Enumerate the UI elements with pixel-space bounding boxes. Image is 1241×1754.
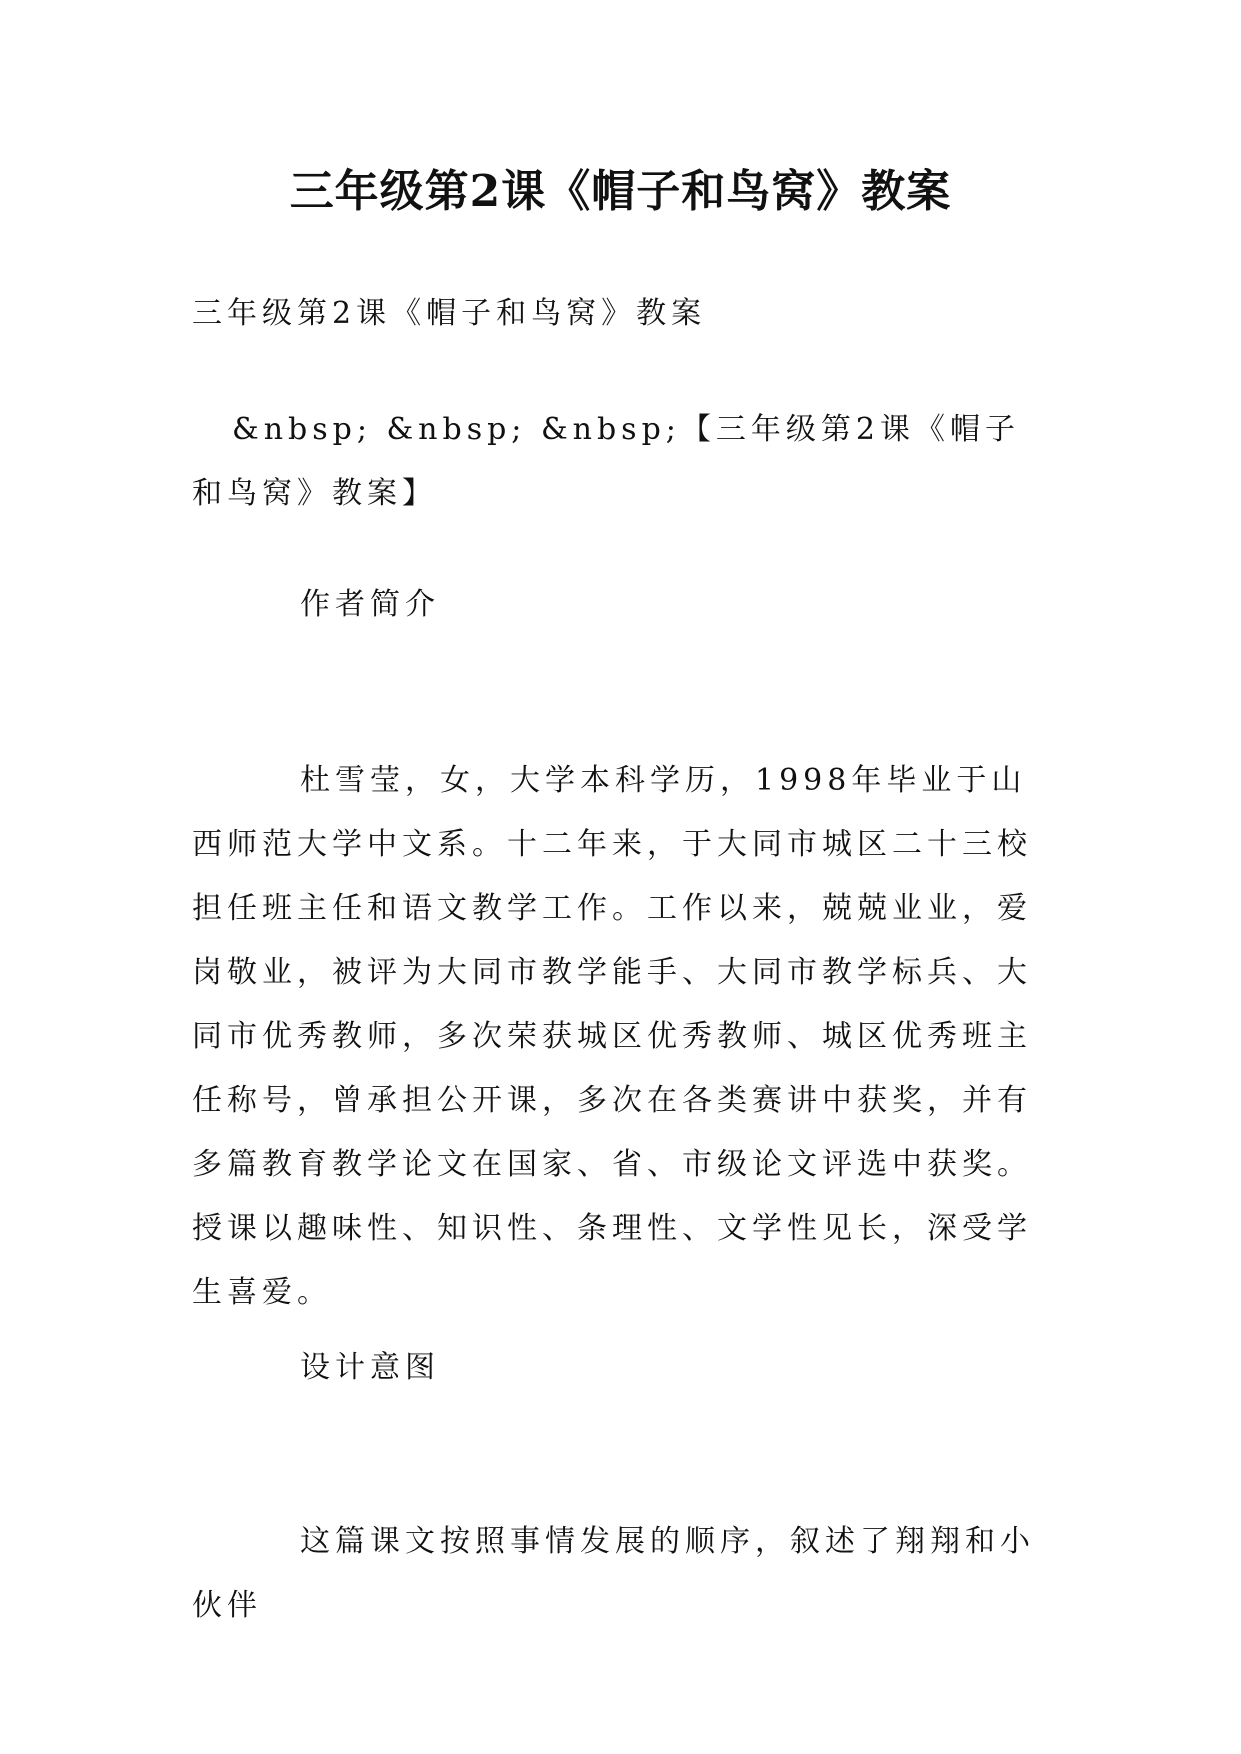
author-heading: 作者简介 [300,587,440,622]
document-subtitle: 三年级第2课《帽子和鸟窝》教案 [192,296,707,331]
document-title: 三年级第2课《帽子和鸟窝》教案 [289,166,952,217]
design-intro-paragraph: 这篇课文按照事情发展的顺序，叙述了翔翔和小伙伴 [192,1524,1035,1623]
design-heading: 设计意图 [300,1350,440,1385]
lead-line: &nbsp; &nbsp; &nbsp;【三年级第2课《帽子和鸟窝》教案】 [192,412,1020,511]
author-bio-paragraph: 杜雪莹，女，大学本科学历，1998年毕业于山西师范大学中文系。十二年来，于大同市城区二十三校担任班主任和语文教学工作。工作以来，兢兢业业，爱岗敬业，被评为大同市教学能手、大同市教学标兵、大同市优秀教师，多次荣获城区优秀教师、城区优秀班主任称号，曾承担公开课，多次在各类赛讲中获奖，并有多篇教育教学论文在国家、省、市级论文评选中获奖。授课以趣味性、知识性、条理性、文学性见长，深受学生喜爱。 [192,763,1032,1310]
